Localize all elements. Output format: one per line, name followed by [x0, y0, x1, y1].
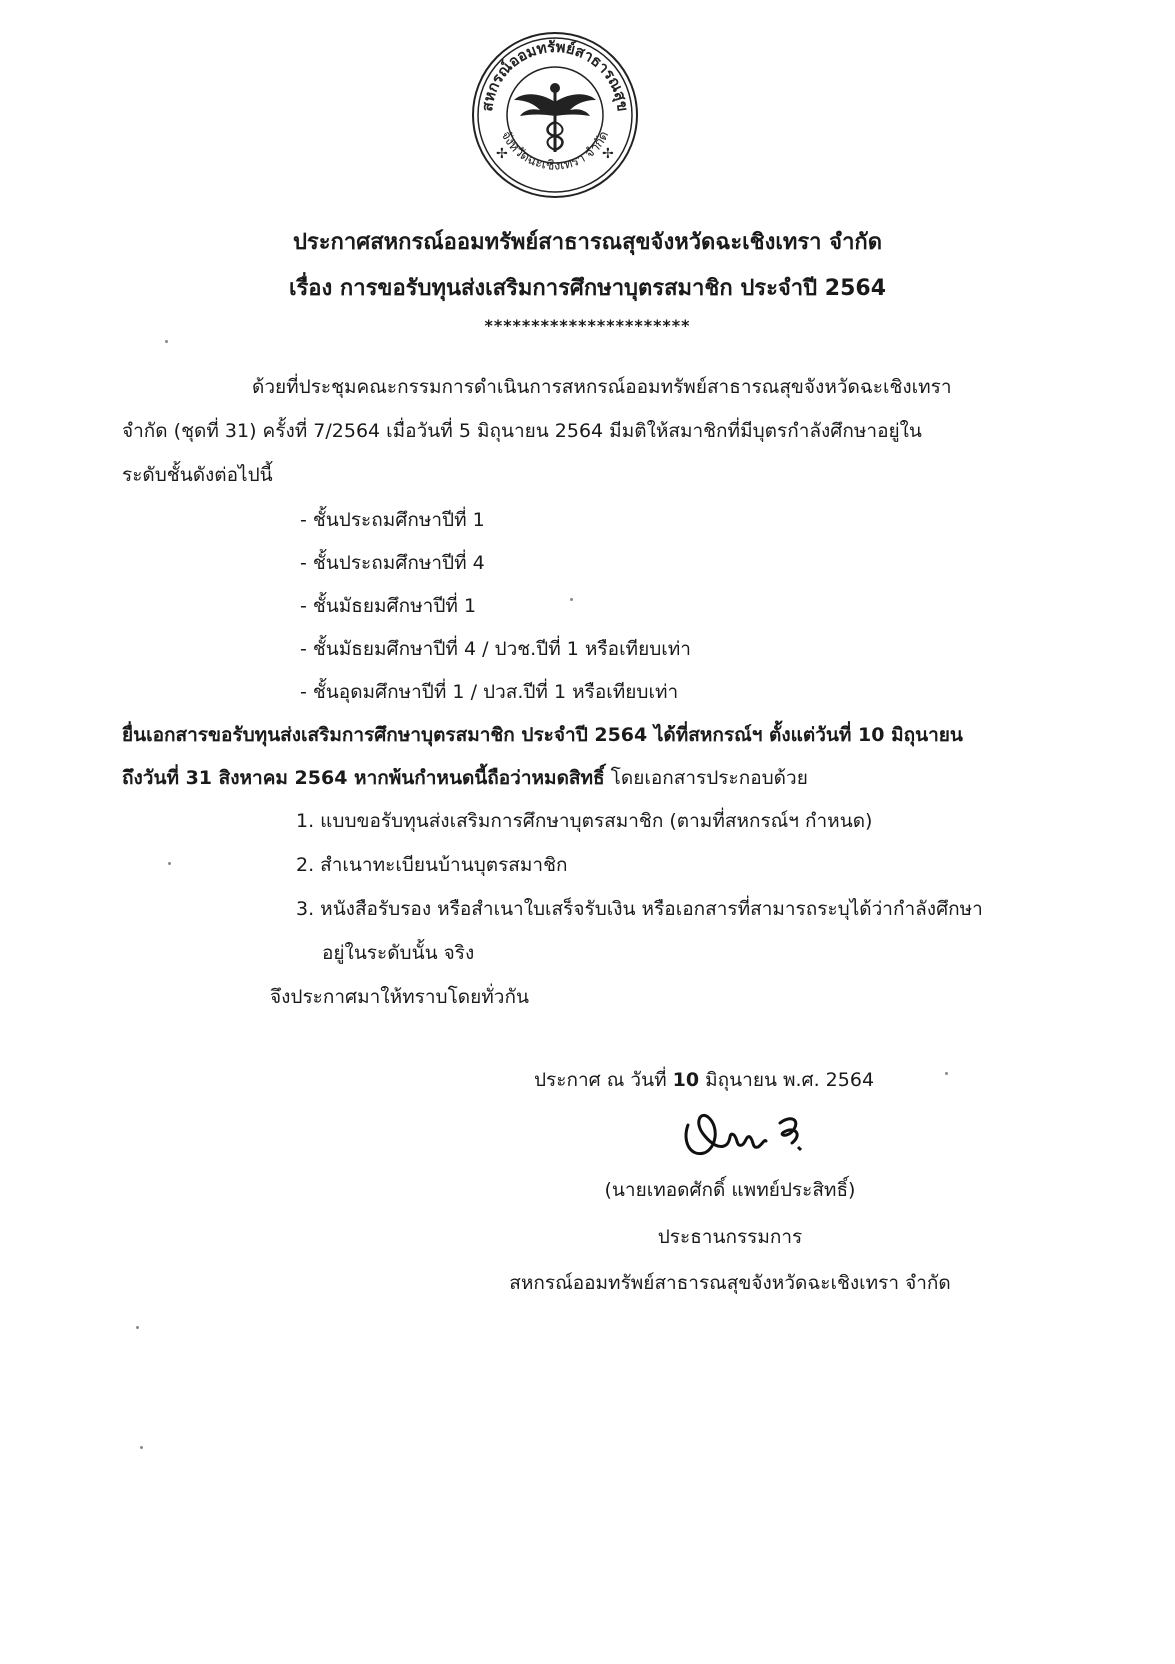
document-item-continued: อยู่ในระดับนั้น จริง [322, 942, 475, 964]
date-suffix: มิถุนายน พ.ศ. 2564 [699, 1069, 875, 1091]
para1-line3: ระดับชั้นดังต่อไปนี้ [122, 464, 273, 486]
scan-speck [136, 1326, 139, 1329]
svg-text:✢: ✢ [602, 146, 614, 162]
separator-stars: ********************** [484, 316, 691, 335]
document-item: 1. แบบขอรับทุนส่งเสริมการศึกษาบุตรสมาชิก (ตามที่สหกรณ์ฯ กำหนด) [296, 810, 873, 832]
para2-line1: ยื่นเอกสารขอรับทุนส่งเสริมการศึกษาบุตรสมาชิก ประจำปี 2564 ได้ที่สหกรณ์ฯ ตั้งแต่วันที่ 10 มิถุนายน [122, 724, 963, 746]
scan-speck [945, 1072, 948, 1075]
signer-name: (นายเทอดศักดิ์ แพทย์ประสิทธิ์) [604, 1179, 856, 1201]
documents-intro: โดยเอกสารประกอบด้วย [604, 767, 808, 789]
closing-statement: จึงประกาศมาให้ทราบโดยทั่วกัน [270, 986, 529, 1008]
para1-line2: จำกัด (ชุดที่ 31) ครั้งที่ 7/2564 เมื่อวันที่ 5 มิถุนายน 2564 มีมติให้สมาชิกที่มีบุตรกำลังศึกษาอยู่ใน [122, 420, 922, 442]
seal-top-text: สหกรณ์ออมทรัพย์สาธารณสุข [478, 37, 633, 113]
scan-speck [140, 1446, 143, 1449]
scan-speck [165, 340, 168, 343]
level-item: - ชั้นประถมศึกษาปีที่ 4 [300, 552, 485, 574]
seal-bottom-text: จังหวัดฉะเชิงเทรา จำกัด [497, 128, 613, 174]
cooperative-seal-logo [470, 30, 640, 200]
date-prefix: ประกาศ ณ วันที่ [534, 1069, 673, 1091]
organization-name: สหกรณ์ออมทรัพย์สาธารณสุขจังหวัดฉะเชิงเทรา จำกัด [509, 1272, 951, 1294]
deadline-text: ถึงวันที่ 31 สิงหาคม 2564 หากพ้นกำหนดนี้ถือว่าหมดสิทธิ์ [122, 767, 605, 789]
level-item: - ชั้นมัธยมศึกษาปีที่ 1 [300, 595, 477, 617]
document-item: 3. หนังสือรับรอง หรือสำเนาใบเสร็จรับเงิน หรือเอกสารที่สามารถระบุได้ว่ากำลังศึกษา [296, 898, 983, 920]
signer-position: ประธานกรรมการ [657, 1226, 803, 1248]
para1-line1: ด้วยที่ประชุมคณะกรรมการดำเนินการสหกรณ์ออมทรัพย์สาธารณสุขจังหวัดฉะเชิงเทรา [252, 376, 952, 398]
level-item: - ชั้นประถมศึกษาปีที่ 1 [300, 509, 485, 531]
handwritten-signature [680, 1105, 820, 1175]
announcement-date [534, 1065, 874, 1095]
scan-speck [570, 598, 573, 601]
scan-speck [168, 862, 171, 865]
level-item: - ชั้นอุดมศึกษาปีที่ 1 / ปวส.ปีที่ 1 หรือเทียบเท่า [300, 681, 679, 703]
para2-line2 [122, 763, 808, 793]
svg-text:✢: ✢ [496, 146, 508, 162]
date-day: 10 [672, 1069, 700, 1091]
announcement-subject: เรื่อง การขอรับทุนส่งเสริมการศึกษาบุตรสมาชิก ประจำปี 2564 [288, 276, 887, 301]
announcement-title: ประกาศสหกรณ์ออมทรัพย์สาธารณสุขจังหวัดฉะเชิงเทรา จำกัด [292, 230, 883, 255]
level-item: - ชั้นมัธยมศึกษาปีที่ 4 / ปวช.ปีที่ 1 หรือเทียบเท่า [300, 638, 691, 660]
document-item: 2. สำเนาทะเบียนบ้านบุตรสมาชิก [296, 854, 568, 876]
